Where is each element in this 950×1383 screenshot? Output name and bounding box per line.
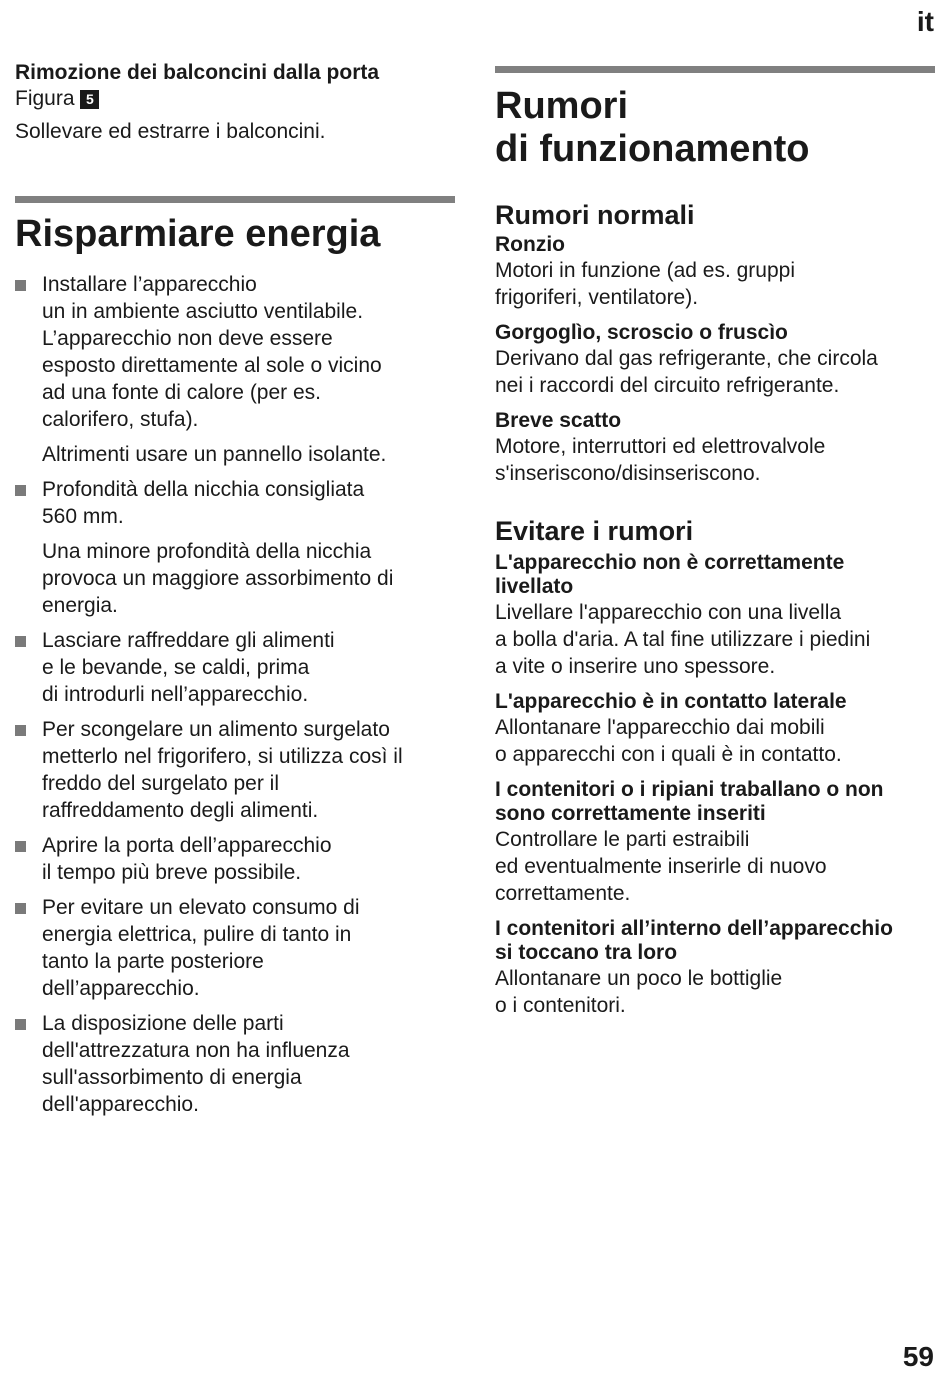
page-number: 59 bbox=[902, 1341, 934, 1372]
avoid-noise-item-text-line: Allontanare un poco le bottiglie bbox=[495, 967, 783, 990]
avoid-noise-item-text bbox=[495, 826, 935, 907]
section-rule bbox=[495, 66, 935, 73]
avoid-noise-item-text bbox=[495, 714, 935, 768]
energy-tip-text-line: energia elettrica, pulire di tanto in bbox=[42, 923, 352, 946]
energy-tip-text-line: esposto direttamente al sole o vicino bbox=[42, 354, 382, 377]
energy-tip-text bbox=[42, 271, 455, 433]
normal-noise-item-text-line: Motori in funzione (ad es. gruppi bbox=[495, 259, 795, 282]
normal-noise-item-text bbox=[495, 257, 935, 311]
avoid-noise-item bbox=[495, 690, 935, 768]
avoid-noise-item-text-line: a bolla d'aria. A tal fine utilizzare i piedini bbox=[495, 628, 871, 651]
energy-tip-text-line: Aprire la porta dell’apparecchio bbox=[42, 834, 332, 857]
energy-tip-item bbox=[15, 716, 455, 824]
avoid-noise-item bbox=[495, 551, 935, 680]
energy-tip-text-line: Per scongelare un alimento surgelato bbox=[42, 718, 390, 741]
avoid-noise-item-text-line: correttamente. bbox=[495, 882, 631, 905]
energy-tip-text-line: il tempo più breve possibile. bbox=[42, 861, 302, 884]
bullet-square-icon bbox=[15, 725, 26, 736]
energy-tip-note-line: Altrimenti usare un pannello isolante. bbox=[42, 443, 387, 466]
right-column bbox=[495, 0, 935, 1019]
figure-label: Figura bbox=[15, 87, 75, 110]
energy-tip-text-line: calorifero, stufa). bbox=[42, 408, 199, 431]
bullet-square-icon bbox=[15, 841, 26, 852]
bullet-square-icon bbox=[15, 485, 26, 496]
energy-tip-item bbox=[15, 832, 455, 886]
energy-tip-text-line: Lasciare raffreddare gli alimenti bbox=[42, 629, 335, 652]
avoid-noise-item-title-line: I contenitori all’interno dell’apparecchio bbox=[495, 917, 893, 940]
energy-tip-text-line: L’apparecchio non deve essere bbox=[42, 327, 333, 350]
normal-noise-item bbox=[495, 409, 935, 487]
normal-noise-item-title bbox=[495, 321, 935, 345]
normal-noise-item-title bbox=[495, 233, 935, 257]
normal-noise-item-title-line: Breve scatto bbox=[495, 409, 622, 432]
avoid-noise-item-text-line: Allontanare l'apparecchio dai mobili bbox=[495, 716, 825, 739]
avoid-noise-item-title bbox=[495, 778, 935, 826]
energy-tip-text-line: sull'assorbimento di energia bbox=[42, 1066, 302, 1089]
avoid-noise-item-title bbox=[495, 690, 935, 714]
left-column bbox=[15, 0, 455, 1118]
energy-tip-text bbox=[42, 894, 455, 1002]
avoid-noise-item-text-line: Controllare le parti estraibili bbox=[495, 828, 750, 851]
noise-title-line2: di funzionamento bbox=[495, 128, 810, 170]
energy-tip-note-line: energia. bbox=[42, 594, 118, 617]
avoid-noise-item-text-line: Livellare l'apparecchio con una livella bbox=[495, 601, 842, 624]
energy-tip-text-line: tanto la parte posteriore bbox=[42, 950, 264, 973]
bullet-square-icon bbox=[15, 636, 26, 647]
avoid-noise-item-text-line: o i contenitori. bbox=[495, 994, 626, 1017]
normal-noise-item bbox=[495, 233, 935, 311]
avoid-noise-item-title-line: L'apparecchio è in contatto laterale bbox=[495, 690, 847, 713]
normal-noise-item-text-line: frigoriferi, ventilatore). bbox=[495, 286, 699, 309]
energy-tip-item bbox=[15, 476, 455, 619]
bullet-square-icon bbox=[15, 1019, 26, 1030]
avoid-noise-item bbox=[495, 917, 935, 1019]
energy-tip-text-line: freddo del surgelato per il bbox=[42, 772, 279, 795]
energy-tip-note bbox=[42, 538, 455, 619]
section-rule bbox=[15, 196, 455, 203]
energy-tip-text-line: raffreddamento degli alimenti. bbox=[42, 799, 319, 822]
avoid-noise-item-title-line: livellato bbox=[495, 575, 574, 598]
avoid-noise-item-text-line: a vite o inserire uno spessore. bbox=[495, 655, 776, 678]
energy-tip-note bbox=[42, 441, 455, 468]
normal-noise-item-title-line: Ronzio bbox=[495, 233, 565, 256]
energy-tip-note-line: provoca un maggiore assorbimento di bbox=[42, 567, 394, 590]
energy-tip-item bbox=[15, 1010, 455, 1118]
energy-tip-item bbox=[15, 894, 455, 1002]
energy-title: Risparmiare energia bbox=[15, 213, 381, 255]
normal-noise-item-text-line: Motore, interruttori ed elettrovalvole bbox=[495, 435, 826, 458]
noise-title-line1: Rumori bbox=[495, 85, 628, 127]
energy-tip-text-line: ad una fonte di calore (per es. bbox=[42, 381, 322, 404]
avoid-noise-item-title bbox=[495, 917, 935, 965]
energy-tip-text-line: dell’apparecchio. bbox=[42, 977, 200, 1000]
avoid-noise-item-text bbox=[495, 965, 935, 1019]
bullet-square-icon bbox=[15, 280, 26, 291]
energy-tip-text-line: Profondità della nicchia consigliata bbox=[42, 478, 365, 501]
figure-reference bbox=[15, 85, 455, 112]
avoid-noise-item-title-line: L'apparecchio non è correttamente bbox=[495, 551, 845, 574]
avoid-noise-item-title-line: si toccano tra loro bbox=[495, 941, 678, 964]
avoid-noise-item-text-line: ed eventualmente inserirle di nuovo bbox=[495, 855, 827, 878]
avoid-noise-item-text bbox=[495, 599, 935, 680]
energy-tip-text-line: 560 mm. bbox=[42, 505, 124, 528]
avoid-noise-item-title-line: I contenitori o i ripiani traballano o non bbox=[495, 778, 884, 801]
avoid-noise-item-text-line: o apparecchi con i quali è in contatto. bbox=[495, 743, 842, 766]
energy-tip-text-line: un in ambiente asciutto ventilabile. bbox=[42, 300, 364, 323]
energy-tip-text-line: La disposizione delle parti bbox=[42, 1012, 284, 1035]
avoid-noise-item-title bbox=[495, 551, 935, 599]
bullet-square-icon bbox=[15, 903, 26, 914]
energy-tip-text-line: dell'attrezzatura non ha influenza bbox=[42, 1039, 350, 1062]
energy-tip-text-line: e le bevande, se caldi, prima bbox=[42, 656, 310, 679]
language-tag: it bbox=[916, 6, 934, 37]
removal-text: Sollevare ed estrarre i balconcini. bbox=[15, 120, 326, 143]
energy-tip-text bbox=[42, 476, 455, 530]
normal-noise-item-text-line: Derivano dal gas refrigerante, che circola bbox=[495, 347, 878, 370]
energy-tip-text-line: Installare l’apparecchio bbox=[42, 273, 257, 296]
avoid-noise-item bbox=[495, 778, 935, 907]
energy-tip-item bbox=[15, 271, 455, 468]
removal-heading: Rimozione dei balconcini dalla porta bbox=[15, 61, 380, 84]
energy-tip-text-line: metterlo nel frigorifero, si utilizza così il bbox=[42, 745, 403, 768]
energy-tip-text bbox=[42, 716, 455, 824]
energy-tips-list bbox=[15, 271, 455, 1118]
energy-tip-text bbox=[42, 627, 455, 708]
normal-noise-item-text-line: s'inseriscono/disinseriscono. bbox=[495, 462, 761, 485]
normal-noise-item-text bbox=[495, 345, 935, 399]
figure-number-badge: 5 bbox=[80, 90, 99, 109]
noise-title bbox=[495, 85, 935, 171]
normal-noise-item-title-line: Gorgoglìo, scroscio o fruscìo bbox=[495, 321, 788, 344]
avoid-noises-heading: Evitare i rumori bbox=[495, 516, 694, 546]
avoid-noises-list bbox=[495, 551, 935, 1019]
normal-noise-item-text bbox=[495, 433, 935, 487]
normal-noise-item bbox=[495, 321, 935, 399]
energy-tip-text-line: dell'apparecchio. bbox=[42, 1093, 199, 1116]
energy-tip-text bbox=[42, 832, 455, 886]
normal-noise-item-text-line: nei i raccordi del circuito refrigerante. bbox=[495, 374, 840, 397]
energy-tip-note-line: Una minore profondità della nicchia bbox=[42, 540, 372, 563]
avoid-noise-item-title-line: sono correttamente inseriti bbox=[495, 802, 766, 825]
energy-tip-item bbox=[15, 627, 455, 708]
energy-tip-text-line: Per evitare un elevato consumo di bbox=[42, 896, 360, 919]
normal-noise-item-title bbox=[495, 409, 935, 433]
energy-tip-text bbox=[42, 1010, 455, 1118]
normal-noises-heading: Rumori normali bbox=[495, 200, 695, 230]
normal-noises-list bbox=[495, 233, 935, 487]
energy-tip-text-line: di introdurli nell’apparecchio. bbox=[42, 683, 309, 706]
